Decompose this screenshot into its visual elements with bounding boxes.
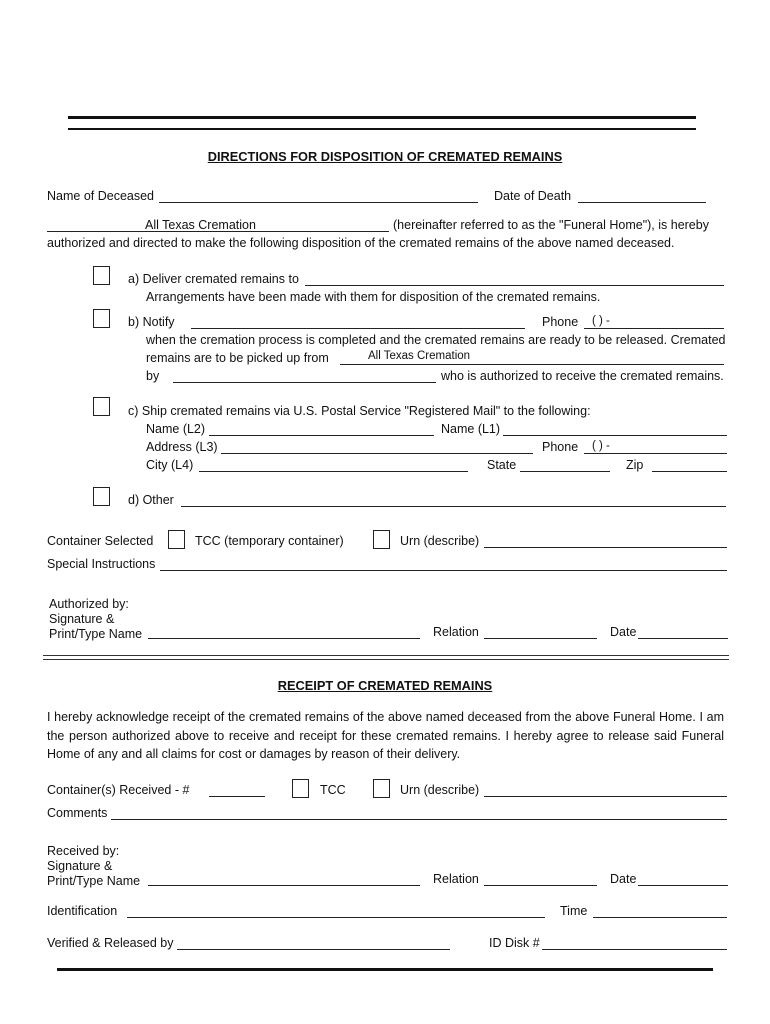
option-c-label: c) Ship cremated remains via U.S. Postal Service "Registered Mail" to the following:	[128, 404, 591, 418]
authorized-relation-label: Relation	[433, 625, 479, 639]
urn-checkbox[interactable]	[373, 530, 390, 549]
receipt-tcc-label: TCC	[320, 783, 346, 797]
state-field[interactable]	[520, 471, 610, 472]
tcc-label: TCC (temporary container)	[195, 534, 344, 548]
tcc-checkbox[interactable]	[168, 530, 185, 549]
receipt-urn-describe-field[interactable]	[484, 796, 727, 797]
deliver-to-field[interactable]	[305, 285, 724, 286]
name-l2-label: Name (L2)	[146, 422, 206, 436]
option-a-label: a) Deliver cremated remains to	[128, 272, 299, 286]
receipt-urn-label: Urn (describe)	[400, 783, 480, 797]
receipt-paragraph: I hereby acknowledge receipt of the cremated remains of the above named deceased from the above Funeral Home. I am the person authorized above to receive and receipt for these cremated remains. I hereby agree to release said Funeral Home of any and all claims for cost or damages by reason of their delivery.	[47, 710, 724, 761]
picked-up-label: remains are to be picked up from	[146, 351, 329, 365]
section-divider	[43, 655, 729, 660]
option-c-phone-label: Phone	[542, 440, 579, 454]
top-border-thick	[68, 116, 696, 119]
time-label: Time	[560, 904, 588, 918]
authorized-signature-label: Signature &	[49, 612, 115, 626]
receipt-urn-checkbox[interactable]	[373, 779, 390, 798]
option-b-phone-label: Phone	[542, 315, 579, 329]
option-b-authorized-text: who is authorized to receive the cremated remains.	[441, 369, 724, 383]
identification-label: Identification	[47, 904, 118, 918]
state-label: State	[487, 458, 517, 472]
received-signature-field[interactable]	[148, 885, 420, 886]
city-l4-field[interactable]	[199, 471, 468, 472]
option-b-line1: when the cremation process is completed and the cremated remains are ready to be released. Cremated	[146, 333, 726, 347]
zip-label: Zip	[626, 458, 644, 472]
zip-field[interactable]	[652, 471, 727, 472]
receipt-tcc-checkbox[interactable]	[292, 779, 309, 798]
verified-released-field[interactable]	[177, 949, 450, 950]
received-relation-field[interactable]	[484, 885, 597, 886]
option-a-checkbox[interactable]	[93, 266, 110, 285]
name-of-deceased-label: Name of Deceased	[47, 189, 155, 203]
city-l4-label: City (L4)	[146, 458, 194, 472]
name-l1-field[interactable]	[503, 435, 727, 436]
funeral-home-text: (hereinafter referred to as the "Funeral Home"), is hereby	[393, 218, 709, 232]
identification-field[interactable]	[127, 917, 545, 918]
name-of-deceased-field[interactable]	[159, 202, 478, 203]
authorized-date-label: Date	[610, 625, 637, 639]
receipt-title: RECEIPT OF CREMATED REMAINS	[277, 678, 493, 693]
option-c-phone-format: ( ) -	[592, 440, 610, 452]
option-b-checkbox[interactable]	[93, 309, 110, 328]
authorized-text: authorized and directed to make the following disposition of the cremated remains of the above named deceased.	[47, 236, 675, 250]
notify-field[interactable]	[191, 328, 525, 329]
form-title: DIRECTIONS FOR DISPOSITION OF CREMATED REMAINS	[207, 149, 563, 164]
other-field[interactable]	[181, 506, 726, 507]
funeral-home-value: All Texas Cremation	[145, 218, 256, 232]
authorized-relation-field[interactable]	[484, 638, 597, 639]
containers-received-label: Container(s) Received - #	[47, 783, 190, 797]
authorized-signature-field[interactable]	[148, 638, 420, 639]
by-label: by	[146, 369, 160, 383]
address-l3-field[interactable]	[221, 453, 533, 454]
name-l1-label: Name (L1)	[441, 422, 501, 436]
option-a-note: Arrangements have been made with them for disposition of the cremated remains.	[146, 290, 601, 304]
urn-describe-field[interactable]	[484, 547, 727, 548]
picked-up-value: All Texas Cremation	[368, 350, 471, 362]
time-field[interactable]	[593, 917, 727, 918]
containers-received-field[interactable]	[209, 796, 265, 797]
authorized-date-field[interactable]	[638, 638, 728, 639]
authorized-by-label: Authorized by:	[49, 597, 129, 611]
date-of-death-field[interactable]	[578, 202, 706, 203]
picked-up-field[interactable]	[340, 364, 724, 365]
option-d-label: d) Other	[128, 493, 174, 507]
address-l3-label: Address (L3)	[146, 440, 218, 454]
verified-released-label: Verified & Released by	[47, 936, 174, 950]
by-field[interactable]	[173, 382, 436, 383]
urn-label: Urn (describe)	[400, 534, 480, 548]
id-disk-label: ID Disk #	[489, 936, 540, 950]
comments-label: Comments	[47, 806, 108, 820]
special-instructions-label: Special Instructions	[47, 557, 156, 571]
option-b-label: b) Notify	[128, 315, 175, 329]
received-date-field[interactable]	[638, 885, 728, 886]
received-relation-label: Relation	[433, 872, 479, 886]
option-c-checkbox[interactable]	[93, 397, 110, 416]
top-border-thin	[68, 128, 696, 130]
container-selected-label: Container Selected	[47, 534, 154, 548]
bottom-border	[57, 968, 713, 971]
option-b-phone-format: ( ) -	[592, 315, 610, 327]
received-signature-label: Signature &	[47, 859, 113, 873]
name-l2-field[interactable]	[209, 435, 434, 436]
option-d-checkbox[interactable]	[93, 487, 110, 506]
special-instructions-field[interactable]	[160, 570, 727, 571]
id-disk-field[interactable]	[542, 949, 727, 950]
authorized-print-name-label: Print/Type Name	[49, 627, 143, 641]
comments-field[interactable]	[111, 819, 727, 820]
received-print-name-label: Print/Type Name	[47, 874, 141, 888]
date-of-death-label: Date of Death	[494, 189, 572, 203]
received-date-label: Date	[610, 872, 637, 886]
received-by-label: Received by:	[47, 844, 120, 858]
